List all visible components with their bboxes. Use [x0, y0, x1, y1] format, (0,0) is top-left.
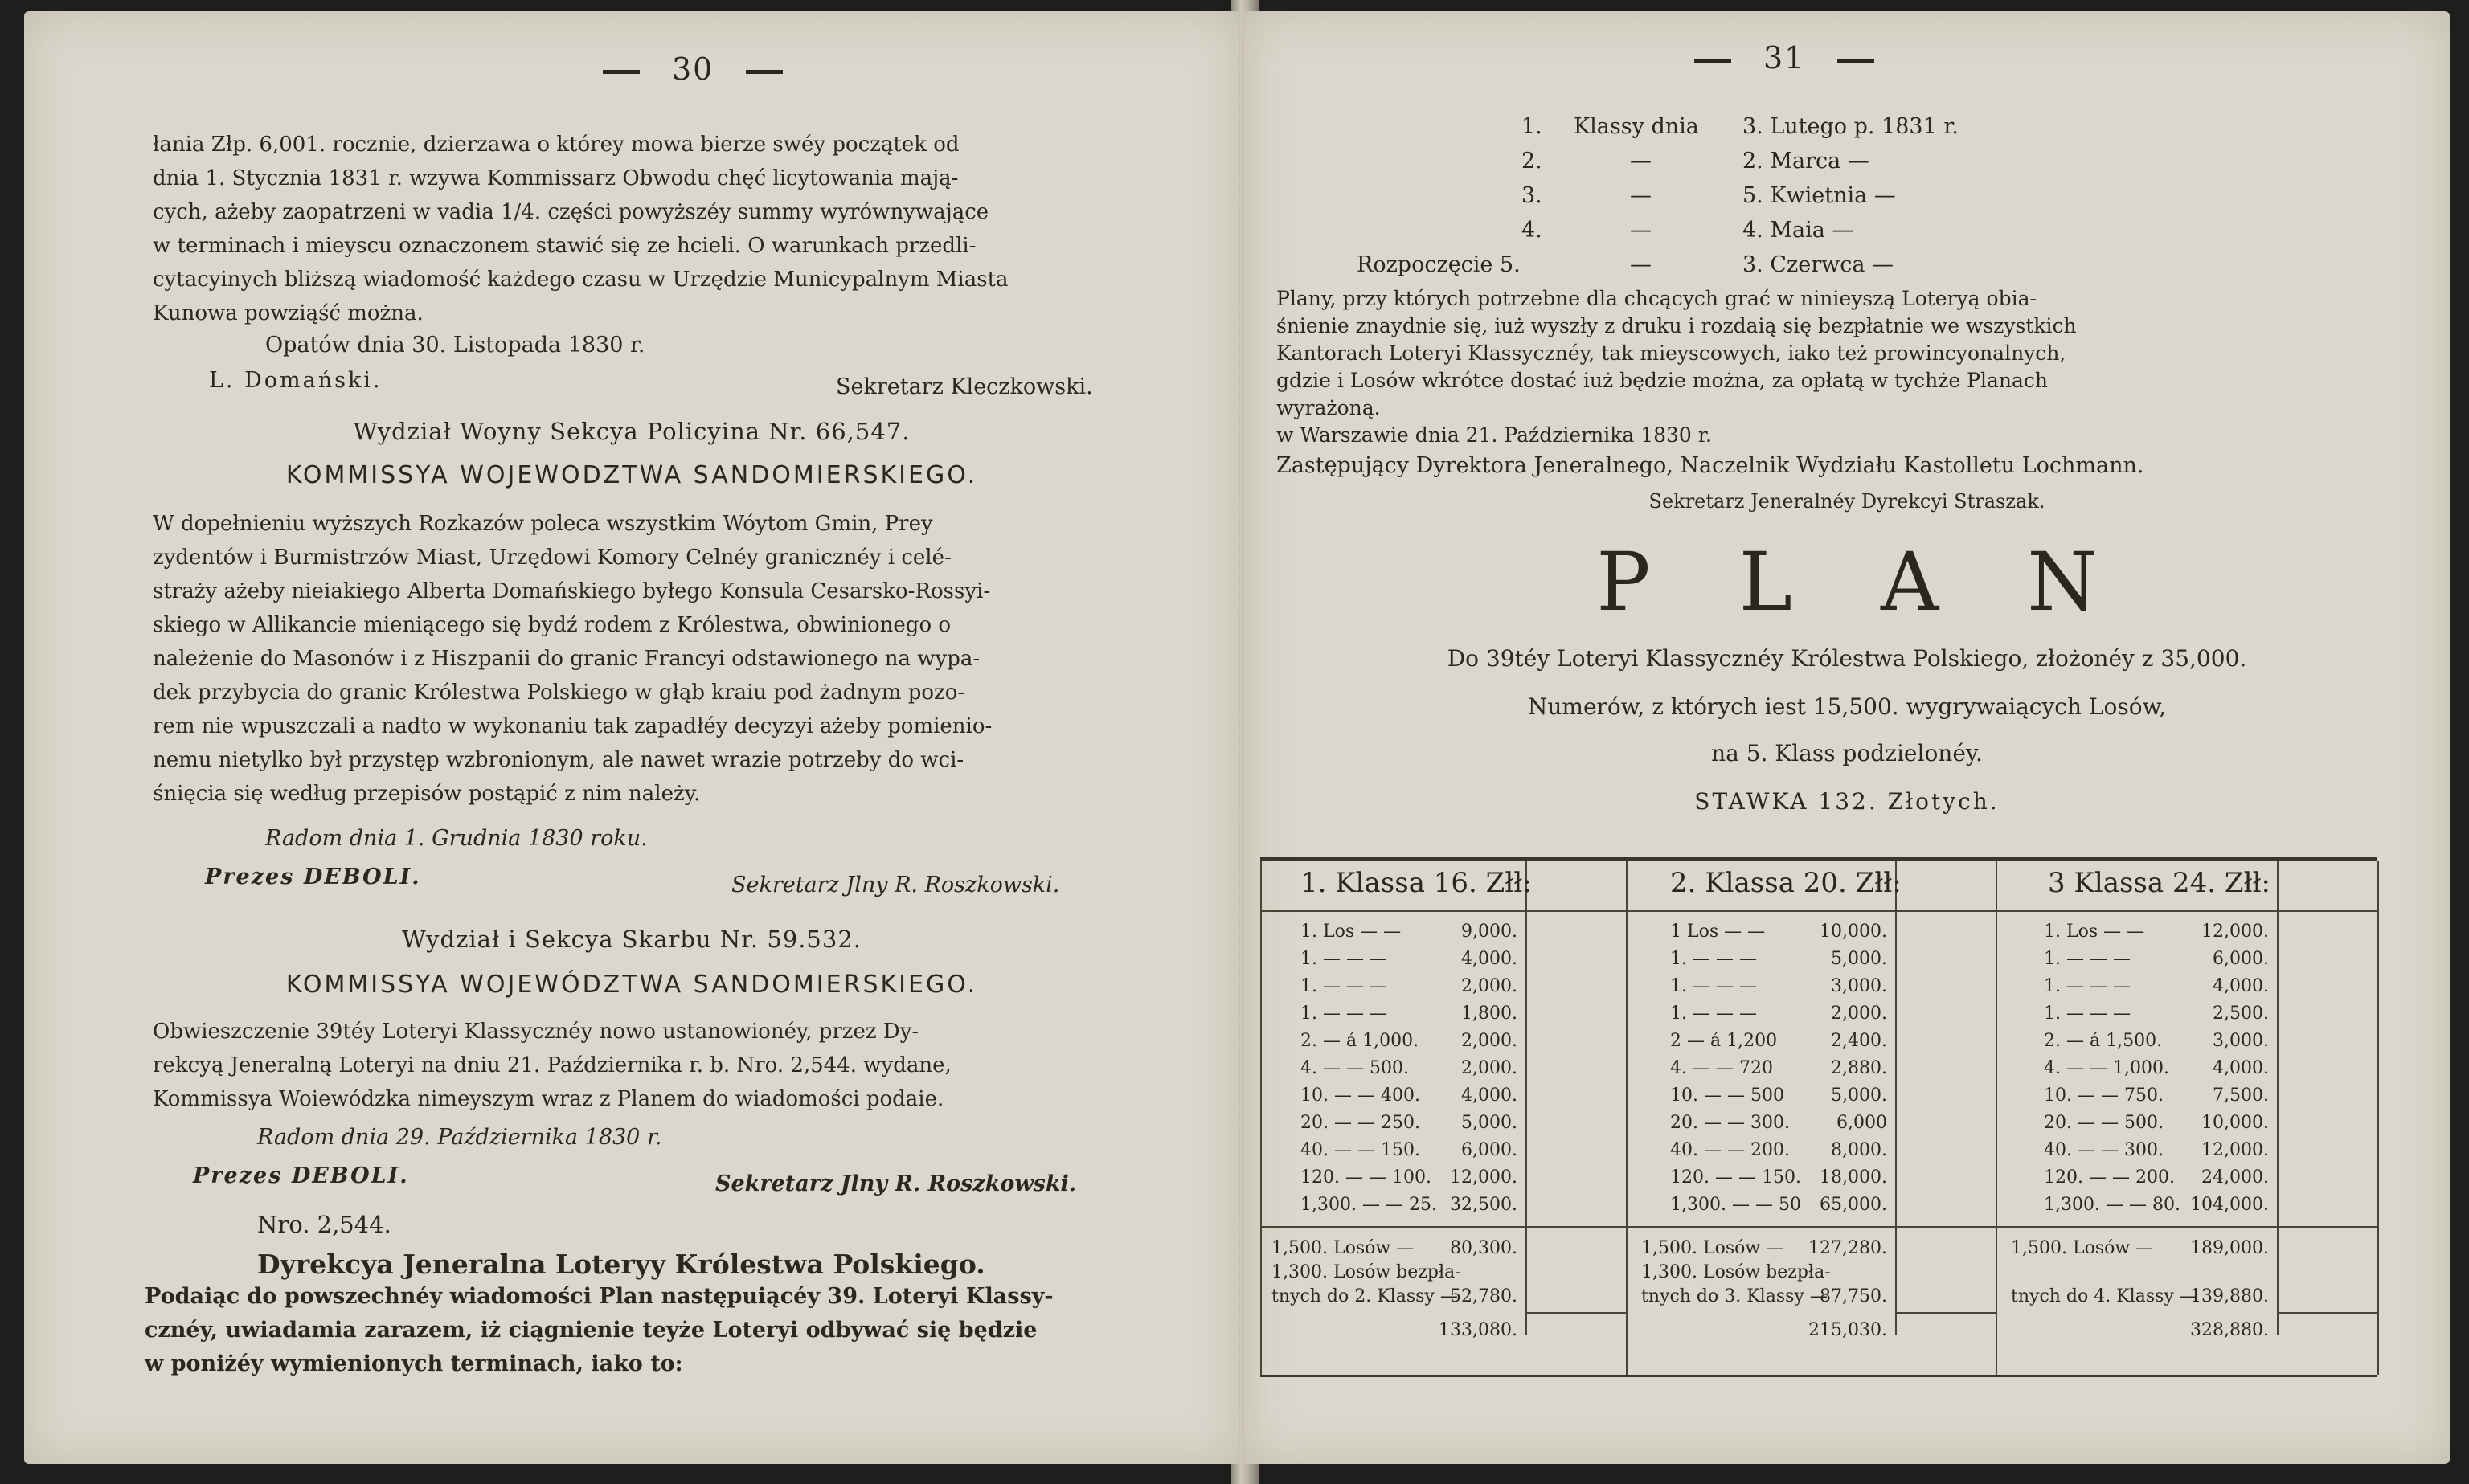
sum2-value1: 127,280. — [1808, 1238, 1887, 1258]
sekretarz-roszkowski-1: Sekretarz Jlny R. Roszkowski. — [731, 873, 1060, 897]
klassa-1-header: 1. Klassa 16. Złł: — [1300, 867, 1532, 899]
prize-amount: 104,000. — [2190, 1195, 2269, 1215]
prize-amount: 1,800. — [1461, 1004, 1517, 1024]
text-line: Podaiąc do powszechnéy wiadomości Plan następuiącéy 39. Loteryi Klassy- — [145, 1284, 1054, 1309]
prize-amount: 2,500. — [2213, 1004, 2269, 1024]
prize-label: 1,300. — — 80. — [2044, 1195, 2180, 1215]
prize-amount: 10,000. — [1820, 922, 1887, 942]
prize-amount: 4,000. — [2213, 976, 2269, 996]
prize-label: 1. — — — — [1300, 1004, 1387, 1024]
sum3-value1: 189,000. — [2190, 1238, 2269, 1258]
sum3-label3: tnych do 4. Klassy — — [2011, 1286, 2197, 1306]
text-line: W dopełnieniu wyższych Rozkazów poleca wszystkim Wóytom Gmin, Prey — [153, 512, 933, 536]
sum2-value3: 87,750. — [1820, 1286, 1887, 1306]
kommissya-heading-1: KOMMISSYA WOJEWODZTWA SANDOMIERSKIEGO. — [285, 461, 978, 489]
prize-amount: 5,000. — [1461, 1113, 1517, 1133]
text-line: skiego w Allikancie mieniącego się bydź rodem z Królestwa, obwinionego o — [153, 613, 952, 637]
schedule-num: Rozpoczęcie 5. — [1357, 252, 1521, 277]
kommissya-heading-2: KOMMISSYA WOJEWÓDZTWA SANDOMIERSKIEGO. — [285, 971, 978, 999]
prize-amount: 9,000. — [1461, 922, 1517, 942]
sum2-label2: 1,300. Losów bezpła- — [1641, 1262, 1831, 1282]
klassa-3-header: 3 Klassa 24. Złł: — [2048, 867, 2270, 899]
sum3-value3: 139,880. — [2190, 1286, 2269, 1306]
text-line: w Warszawie dnia 21. Października 1830 r. — [1276, 423, 1712, 447]
prize-label: 10. — — 750. — [2044, 1085, 2164, 1106]
nro-number: Nro. 2,544. — [257, 1211, 391, 1238]
prize-label: 1. — — — — [1670, 1004, 1757, 1024]
sum1-value1: 80,300. — [1450, 1238, 1517, 1258]
sum2-label1: 1,500. Losów — — [1641, 1238, 1784, 1258]
sum2-label3: tnych do 3. Klassy — — [1641, 1286, 1828, 1306]
text-line: nemu nietylko był przystęp wzbronionym, ale nawet wrazie potrzeby do wci- — [153, 748, 964, 772]
prize-label: 20. — — 250. — [1300, 1113, 1420, 1133]
text-line: śnienie znaydnie się, iuż wyszły z druku i rozdaią się bezpłatnie we wszystkich — [1276, 314, 2077, 337]
text-line: cych, ażeby zaopatrzeni w vadia 1/4. części powyższéy summy wyrównywające — [153, 200, 989, 224]
prize-label: 120. — — 200. — [2044, 1167, 2175, 1188]
prize-amount: 7,500. — [2213, 1085, 2269, 1106]
prize-label: 2 — á 1,200 — [1670, 1031, 1778, 1051]
prezes-deboli-2: Prezes DEBOLI. — [193, 1163, 409, 1188]
prize-amount: 6,000. — [1461, 1140, 1517, 1160]
prize-label: 1. — — — — [2044, 949, 2131, 969]
prize-label: 1. — — — — [1300, 976, 1387, 996]
text-line: w terminach i mieyscu oznaczonem stawić się ze hcieli. O warunkach przedli- — [153, 234, 977, 258]
schedule-num: 3. — [1521, 183, 1542, 208]
prize-label: 120. — — 150. — [1670, 1167, 1801, 1188]
schedule-date: 5. Kwietnia — — [1742, 183, 1896, 208]
schedule-date: 3. Lutego p. 1831 r. — [1742, 114, 1959, 139]
prize-label: 1. — — — — [2044, 1004, 2131, 1024]
prize-label: 10. — — 500 — [1670, 1085, 1784, 1106]
prize-amount: 32,500. — [1450, 1195, 1517, 1215]
sum1-label1: 1,500. Losów — — [1271, 1238, 1415, 1258]
prize-amount: 2,880. — [1831, 1058, 1887, 1078]
prize-amount: 12,000. — [2201, 922, 2269, 942]
sum1-value4: 133,080. — [1439, 1320, 1517, 1340]
sekretarz-roszkowski-2: Sekretarz Jlny R. Roszkowski. — [715, 1171, 1077, 1196]
prize-label: 40. — — 300. — [2044, 1140, 2164, 1160]
text-line: łania Złp. 6,001. rocznie, dzierzawa o którey mowa bierze swéy początek od — [153, 133, 960, 157]
prize-label: 1 Los — — — [1670, 922, 1766, 942]
sum1-value3: 52,780. — [1450, 1286, 1517, 1306]
plan-title: PLAN — [1596, 535, 2186, 629]
prize-label: 1,300. — — 50 — [1670, 1195, 1801, 1215]
prize-amount: 2,000. — [1461, 1031, 1517, 1051]
prize-label: 2. — á 1,000. — [1300, 1031, 1419, 1051]
prize-label: 1,300. — — 25. — [1300, 1195, 1437, 1215]
prize-label: 20. — — 300. — [1670, 1113, 1790, 1133]
sum3-value4: 328,880. — [2190, 1320, 2269, 1340]
prize-label: 1. — — — — [1300, 949, 1387, 969]
schedule-num: 1. — [1521, 114, 1542, 139]
prize-amount: 2,000. — [1831, 1004, 1887, 1024]
dyrekcya-heading: Dyrekcya Jeneralna Loteryy Królestwa Polskiego. — [257, 1249, 985, 1280]
zastepujacy-signature: Zastępujący Dyrektora Jeneralnego, Naczelnik Wydziału Kastolletu Lochmann. — [1276, 453, 2144, 478]
schedule-date: 3. Czerwca — — [1742, 252, 1894, 277]
plan-line-2: Numerów, z których iest 15,500. wygrywaiących Losów, — [1527, 693, 2167, 720]
page-number-left: 30 — [571, 51, 815, 87]
prize-amount: 4,000. — [1461, 949, 1517, 969]
prize-amount: 5,000. — [1831, 949, 1887, 969]
schedule-klassa: — — [1630, 183, 1652, 208]
prize-amount: 6,000 — [1836, 1113, 1887, 1133]
schedule-klassa: — — [1630, 149, 1652, 174]
prize-amount: 65,000. — [1820, 1195, 1887, 1215]
prize-label: 40. — — 200. — [1670, 1140, 1790, 1160]
sum2-value4: 215,030. — [1808, 1320, 1887, 1340]
radom-date-2: Radom dnia 29. Października 1830 r. — [257, 1125, 662, 1150]
text-line: Kantorach Loteryi Klassycznéy, tak mieyscowych, iako też prowincyonalnych, — [1276, 341, 2066, 365]
prize-amount: 6,000. — [2213, 949, 2269, 969]
text-line: Plany, przy których potrzebne dla chcących grać w ninieyszą Loteryą obia- — [1276, 287, 2037, 310]
prize-amount: 5,000. — [1831, 1085, 1887, 1106]
text-line: wyrażoną. — [1276, 396, 1381, 419]
prize-amount: 2,000. — [1461, 1058, 1517, 1078]
left-page — [24, 11, 1239, 1464]
prize-amount: 8,000. — [1831, 1140, 1887, 1160]
text-line: cytacyinych bliższą wiadomość każdego czasu w Urzędzie Municypalnym Miasta — [153, 268, 1009, 292]
schedule-klassa: — — [1630, 218, 1652, 243]
prize-amount: 4,000. — [2213, 1058, 2269, 1078]
text-line: dek przybycia do granic Królestwa Polskiego w głąb kraiu pod żadnym pozo- — [153, 681, 965, 705]
stawka-line: STAWKA 132. Złotych. — [1694, 788, 2000, 815]
prezes-deboli-1: Prezes DEBOLI. — [205, 865, 421, 889]
sum3-label1: 1,500. Losów — — [2011, 1238, 2154, 1258]
prize-amount: 12,000. — [2201, 1140, 2269, 1160]
text-line: zydentów i Burmistrzów Miast, Urzędowi Komory Celnéy granicznéy i celé- — [153, 546, 952, 570]
page-number-right: 31 — [1662, 40, 1906, 76]
klassa-2-header: 2. Klassa 20. Złł: — [1670, 867, 1902, 899]
prize-amount: 18,000. — [1820, 1167, 1887, 1188]
text-line: w poniżéy wymienionych terminach, iako to: — [145, 1351, 683, 1376]
prize-label: 10. — — 400. — [1300, 1085, 1420, 1106]
signature-domanski: L. Domański. — [209, 368, 383, 393]
prize-amount: 12,000. — [1450, 1167, 1517, 1188]
prize-label: 1. Los — — — [1300, 922, 1402, 942]
opatow-date: Opatów dnia 30. Listopada 1830 r. — [265, 333, 645, 358]
prize-table — [1260, 857, 2377, 1377]
prize-label: 1. — — — — [2044, 976, 2131, 996]
prize-label: 120. — — 100. — [1300, 1167, 1431, 1188]
wydzial-woyny-heading: Wydział Woyny Sekcya Policyina Nr. 66,547. — [353, 418, 911, 445]
text-line: cznéy, uwiadamia zarazem, iż ciągnienie teyże Loteryi odbywać się będzie — [145, 1318, 1038, 1343]
plan-line-3: na 5. Klass podzielonéy. — [1711, 740, 1983, 767]
schedule-num: 2. — [1521, 149, 1542, 174]
schedule-date: 4. Maia — — [1742, 218, 1854, 243]
text-line: straży ażeby nieiakiego Alberta Domańskiego byłego Konsula Cesarsko-Rossyi- — [153, 579, 991, 603]
prize-label: 1. — — — — [1670, 949, 1757, 969]
wydzial-skarbu-heading: Wydział i Sekcya Skarbu Nr. 59.532. — [401, 926, 862, 953]
text-line: rekcyą Jeneralną Loteryi na dniu 21. Października r. b. Nro. 2,544. wydane, — [153, 1053, 952, 1077]
plan-line-1: Do 39téy Loteryi Klassycznéy Królestwa Polskiego, złożonéy z 35,000. — [1447, 645, 2247, 672]
prize-label: 1. Los — — — [2044, 922, 2145, 942]
text-line: rem nie wpuszczali a nadto w wykonaniu tak zapadłéy decyzyi ażeby pomienio- — [153, 714, 993, 738]
schedule-klassa: Klassy dnia — [1574, 114, 1699, 139]
prize-amount: 2,000. — [1461, 976, 1517, 996]
schedule-num: 4. — [1521, 218, 1542, 243]
text-line: Kunowa powziąść można. — [153, 301, 424, 325]
prize-label: 40. — — 150. — [1300, 1140, 1420, 1160]
schedule-klassa: — — [1630, 252, 1652, 277]
text-line: gdzie i Losów wkrótce dostać iuż będzie można, za opłatą w tychże Planach — [1276, 369, 2048, 392]
prize-label: 4. — — 720 — [1670, 1058, 1773, 1078]
prize-amount: 4,000. — [1461, 1085, 1517, 1106]
sekretarz-straszak: Sekretarz Jeneralnéy Dyrekcyi Straszak. — [1648, 490, 2045, 513]
prize-label: 20. — — 500. — [2044, 1113, 2164, 1133]
signature-kleczkowski: Sekretarz Kleczkowski. — [836, 374, 1093, 399]
right-page — [1244, 11, 2450, 1464]
prize-label: 1. — — — — [1670, 976, 1757, 996]
radom-date-1: Radom dnia 1. Grudnia 1830 roku. — [265, 826, 648, 851]
prize-label: 2. — á 1,500. — [2044, 1031, 2163, 1051]
prize-label: 4. — — 1,000. — [2044, 1058, 2169, 1078]
prize-amount: 2,400. — [1831, 1031, 1887, 1051]
text-line: dnia 1. Stycznia 1831 r. wzywa Kommissarz Obwodu chęć licytowania mają- — [153, 166, 959, 190]
schedule-date: 2. Marca — — [1742, 149, 1869, 174]
text-line: Obwieszczenie 39téy Loteryi Klassycznéy nowo ustanowionéy, przez Dy- — [153, 1020, 919, 1044]
sum1-label3: tnych do 2. Klassy — — [1271, 1286, 1458, 1306]
text-line: należenie do Masonów i z Hiszpanii do granic Francyi odstawionego na wypa- — [153, 647, 981, 671]
prize-label: 4. — — 500. — [1300, 1058, 1409, 1078]
prize-amount: 3,000. — [2213, 1031, 2269, 1051]
prize-amount: 3,000. — [1831, 976, 1887, 996]
prize-amount: 10,000. — [2201, 1113, 2269, 1133]
prize-amount: 24,000. — [2201, 1167, 2269, 1188]
text-line: Kommissya Woiewódzka nimeyszym wraz z Planem do wiadomości podaie. — [153, 1087, 944, 1111]
sum1-label2: 1,300. Losów bezpła- — [1271, 1262, 1461, 1282]
text-line: śnięcia się według przepisów postąpić z nim należy. — [153, 782, 701, 806]
